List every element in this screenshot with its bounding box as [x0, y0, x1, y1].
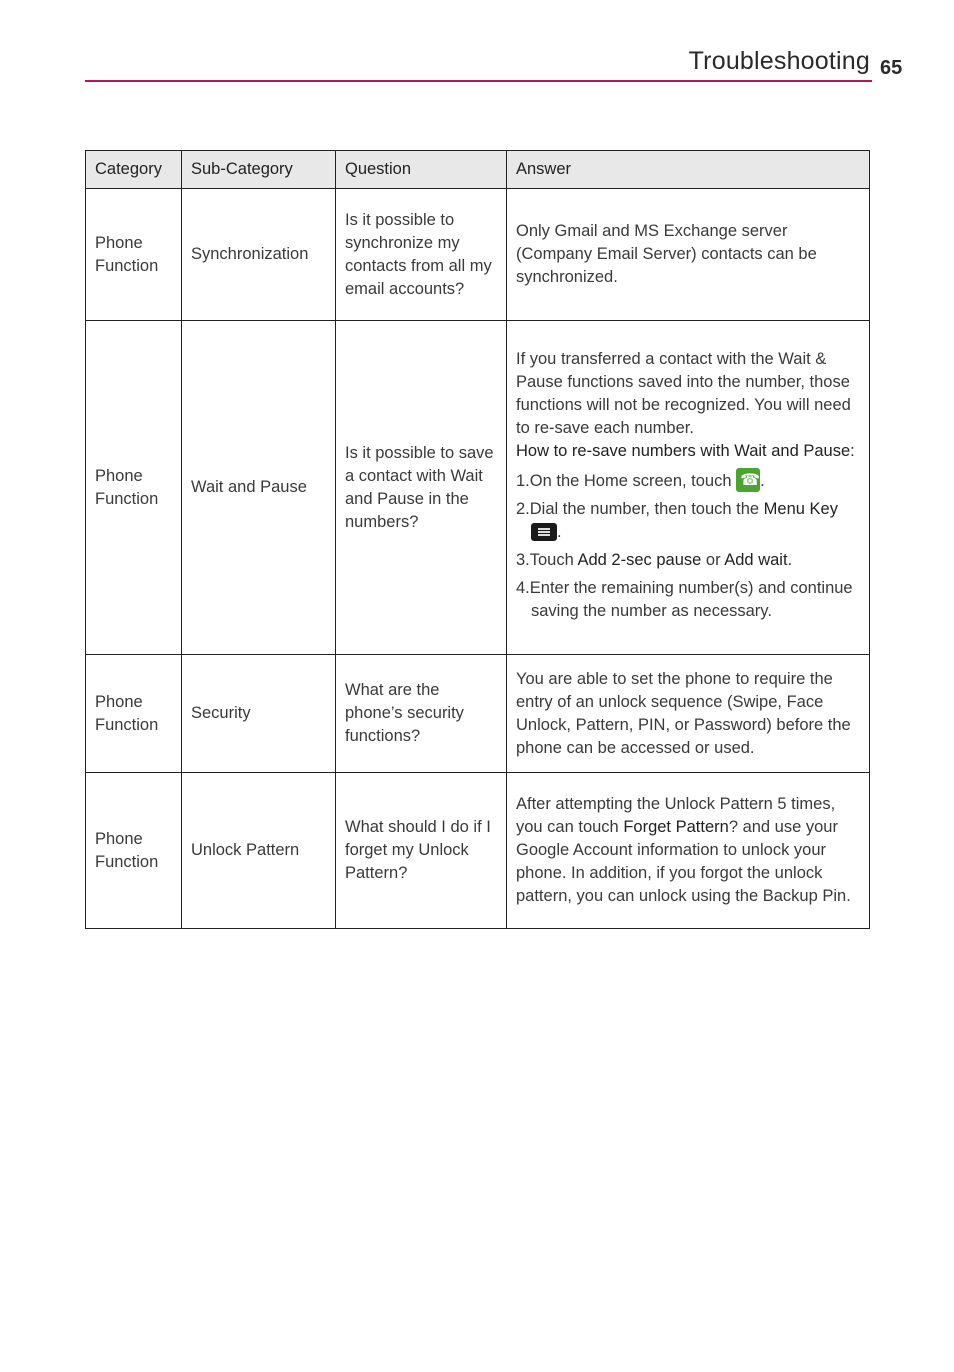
step-text: . — [760, 471, 765, 490]
category-cell: Phone Function — [86, 321, 182, 655]
option-label: Add wait — [724, 550, 788, 569]
step-text: . — [557, 522, 562, 541]
question-cell: Is it possible to save a contact with Wait and Pause in the numbers? — [336, 321, 507, 655]
list-item — [516, 549, 860, 572]
answer-cell: You are able to set the phone to require the entry of an unlock sequence (Swipe, Face Unlock, Pattern, PIN, or Password) before the phone can be accessed or used. — [507, 655, 870, 773]
option-label: Add 2-sec pause — [577, 550, 702, 569]
forget-pattern-label: Forget Pattern — [623, 818, 729, 836]
question-cell: What are the phone’s security functions? — [336, 655, 507, 773]
step-text: 1.On the Home screen, touch — [516, 471, 737, 490]
menu-icon — [531, 523, 557, 541]
answer-cell — [507, 321, 870, 655]
phone-icon — [736, 468, 760, 492]
list-item: 4.Enter the remaining number(s) and continue saving the number as necessary. — [516, 578, 853, 620]
table-row — [86, 321, 870, 655]
question-cell: Is it possible to synchronize my contacts from all my email accounts? — [336, 189, 507, 321]
step-text: 3.Touch — [516, 550, 578, 569]
answer-intro: If you transferred a contact with the Wait & Pause functions saved into the number, those functions will not be recognized. You will need to re-save each number. — [516, 349, 851, 437]
page-title: Troubleshooting — [688, 47, 870, 75]
answer-subheading: How to re-save numbers with Wait and Pause: — [516, 441, 855, 460]
page-number: 65 — [880, 57, 903, 79]
answer-cell — [507, 773, 870, 929]
category-cell: Phone Function — [86, 773, 182, 929]
steps-list — [516, 468, 860, 623]
step-text: 2.Dial the number, then touch the — [516, 499, 764, 518]
answer-cell: Only Gmail and MS Exchange server (Company Email Server) contacts can be synchronized. — [507, 189, 870, 321]
table-row — [86, 189, 870, 321]
answer-text: After attempting the Unlock Pattern 5 times, you can touch — [516, 795, 836, 836]
header-sub-category: Sub-Category — [182, 151, 336, 189]
sub-category-cell: Synchronization — [182, 189, 336, 321]
answer-text: ? and use your Google Account information to unlock your phone. In addition, if you forgot the unlock pattern, you can unlock using the Backup Pin. — [516, 818, 851, 905]
table-row — [86, 655, 870, 773]
list-item — [516, 468, 860, 493]
header-question: Question — [336, 151, 507, 189]
question-cell: What should I do if I forget my Unlock Pattern? — [336, 773, 507, 929]
list-item — [516, 498, 860, 544]
category-cell: Phone Function — [86, 189, 182, 321]
step-text: . — [787, 550, 793, 569]
header-divider — [85, 80, 872, 82]
step-text: or — [701, 550, 725, 569]
faq-table — [85, 150, 870, 929]
header-answer: Answer — [507, 151, 870, 189]
sub-category-cell: Unlock Pattern — [182, 773, 336, 929]
sub-category-cell: Security — [182, 655, 336, 773]
sub-category-cell: Wait and Pause — [182, 321, 336, 655]
table-row — [86, 773, 870, 929]
table-header-row — [86, 151, 870, 189]
menu-key-label: Menu Key — [763, 499, 838, 518]
category-cell: Phone Function — [86, 655, 182, 773]
header-category: Category — [86, 151, 182, 189]
